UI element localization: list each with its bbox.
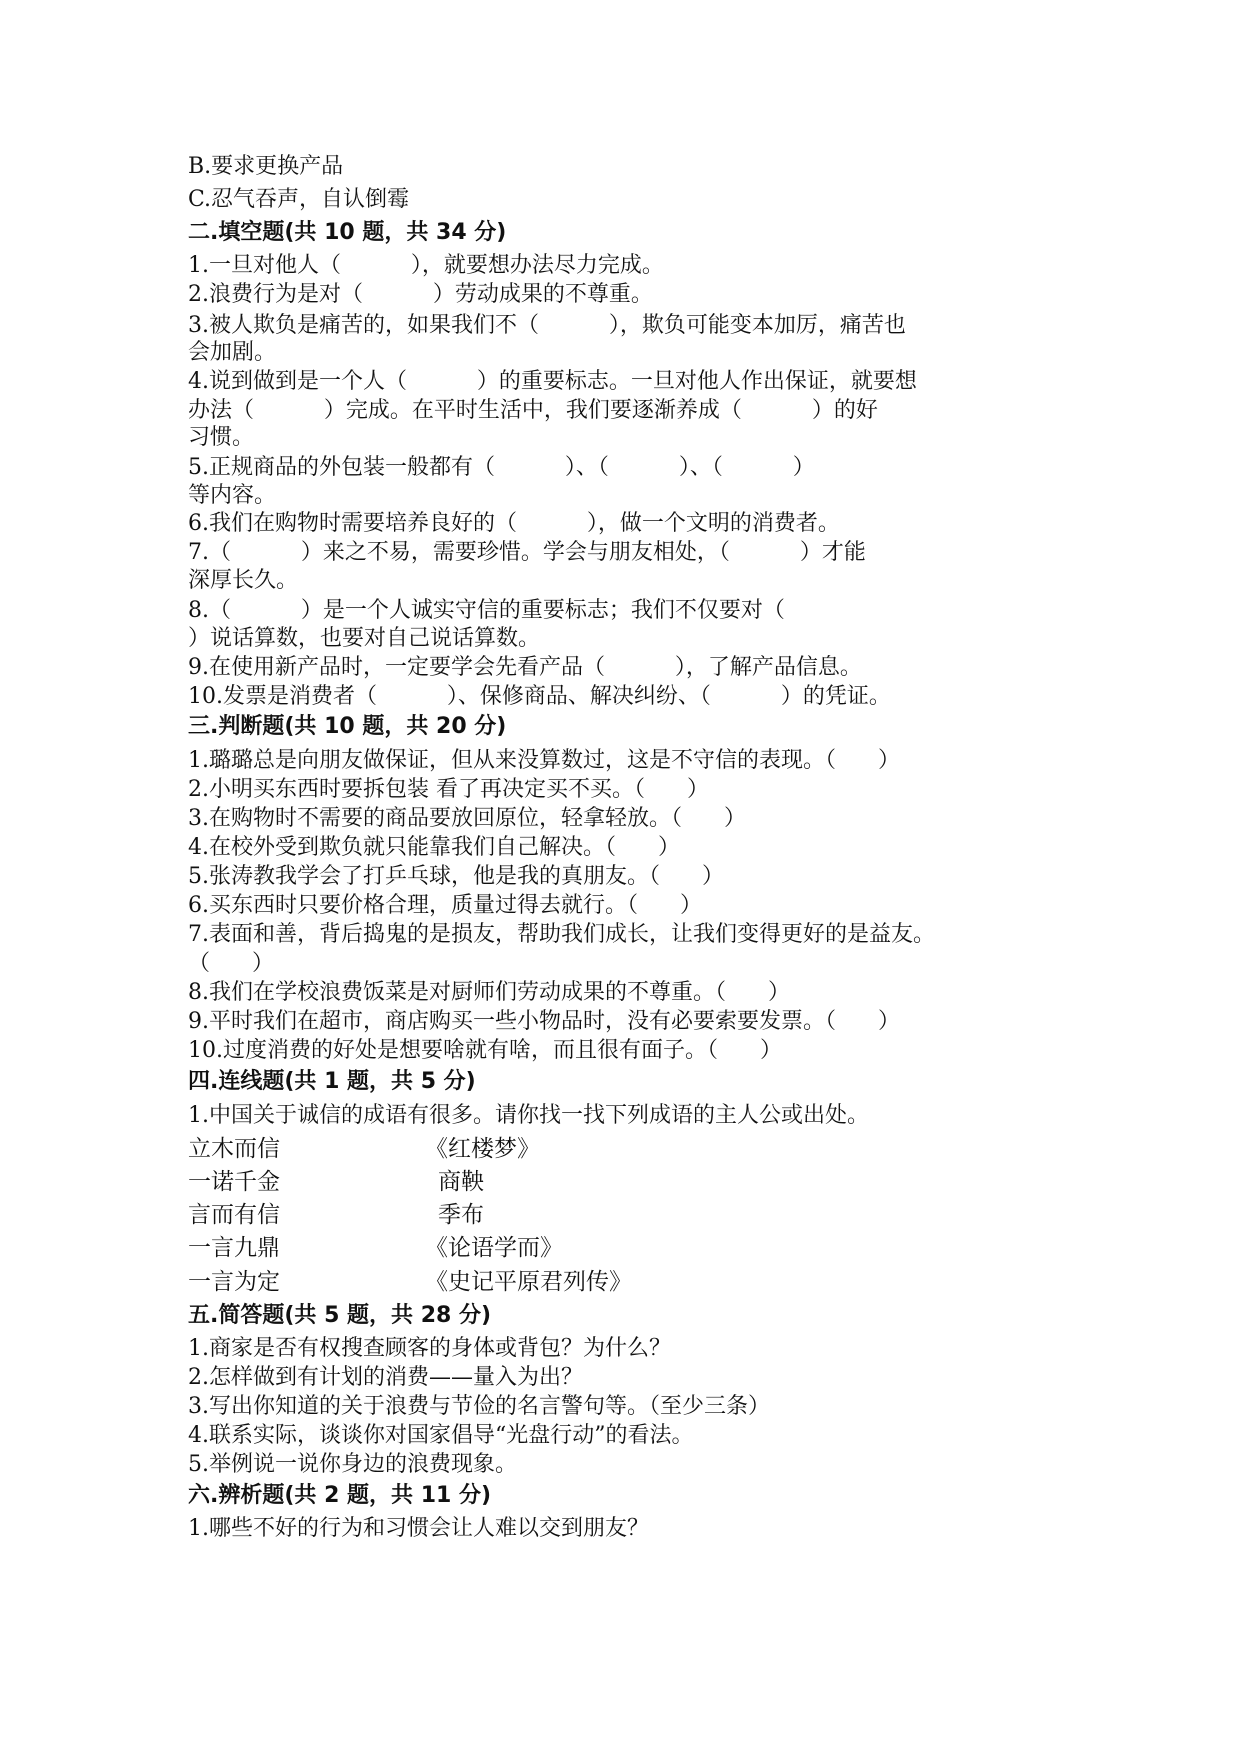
fill-question-line: 8.（ ）是一个人诚实守信的重要标志；我们不仅要对（ <box>188 598 785 623</box>
fill-question-line: 4.说到做到是一个人（ ）的重要标志。一旦对他人作出保证，就要想 <box>188 369 917 394</box>
short-answer-question: 5.举例说一说你身边的浪费现象。 <box>188 1452 517 1477</box>
section-5-heading: 五.简答题(共 5 题，共 28 分) <box>188 1303 492 1328</box>
fill-question-line: 1.一旦对他人（ ），就要想办法尽力完成。 <box>188 253 664 278</box>
matching-left-item: 一诺千金 <box>188 1169 280 1195</box>
fill-question-line: 7.（ ）来之不易，需要珍惜。学会与朋友相处，（ ）才能 <box>188 540 866 565</box>
fill-question-line: 习惯。 <box>188 425 255 450</box>
analysis-question: 1.哪些不好的行为和习惯会让人难以交到朋友？ <box>188 1516 649 1541</box>
fill-question-line: 6.我们在购物时需要培养良好的（ ），做一个文明的消费者。 <box>188 511 840 536</box>
short-answer-question: 4.联系实际，谈谈你对国家倡导“光盘行动”的看法。 <box>188 1423 694 1448</box>
short-answer-question: 2.怎样做到有计划的消费——量入为出？ <box>188 1365 583 1390</box>
fill-question-line: 3.被人欺负是痛苦的，如果我们不（ ），欺负可能变本加厉，痛苦也 <box>188 313 906 338</box>
matching-left-item: 言而有信 <box>188 1202 280 1228</box>
judge-question-line: 8.我们在学校浪费饭菜是对厨师们劳动成果的不尊重。（ ） <box>188 980 790 1005</box>
fill-question-line: 等内容。 <box>188 483 277 508</box>
fill-question-line: 深厚长久。 <box>188 568 299 593</box>
matching-question: 1.中国关于诚信的成语有很多。请你找一找下列成语的主人公或出处。 <box>188 1103 869 1128</box>
matching-left-item: 一言为定 <box>188 1269 280 1295</box>
judge-question-line: 3.在购物时不需要的商品要放回原位，轻拿轻放。（ ） <box>188 806 746 831</box>
matching-left-item: 一言九鼎 <box>188 1235 280 1261</box>
fill-question-line: 9.在使用新产品时，一定要学会先看产品（ ），了解产品信息。 <box>188 655 862 680</box>
judge-question-line: （ ） <box>188 951 274 976</box>
judge-question-line: 2.小明买东西时要拆包装 看了再决定买不买。（ ） <box>188 777 709 802</box>
judge-question-line: 5.张涛教我学会了打乒乓球，他是我的真朋友。（ ） <box>188 864 724 889</box>
section-2-heading: 二.填空题(共 10 题，共 34 分) <box>188 220 507 245</box>
matching-right-item: 季布 <box>438 1202 484 1228</box>
judge-question-line: 6.买东西时只要价格合理，质量过得去就行。（ ） <box>188 893 702 918</box>
judge-question-line: 9.平时我们在超市，商店购买一些小物品时，没有必要索要发票。（ ） <box>188 1009 900 1034</box>
fill-question-line: ）说话算数，也要对自己说话算数。 <box>188 626 541 651</box>
judge-question-line: 4.在校外受到欺负就只能靠我们自己解决。（ ） <box>188 835 680 860</box>
matching-right-item: 《红楼梦》 <box>425 1136 540 1162</box>
matching-right-item: 《论语学而》 <box>425 1235 563 1261</box>
section-6-heading: 六.辨析题(共 2 题，共 11 分) <box>188 1483 492 1508</box>
short-answer-question: 3.写出你知道的关于浪费与节俭的名言警句等。（至少三条） <box>188 1394 770 1419</box>
fill-question-line: 2.浪费行为是对（ ）劳动成果的不尊重。 <box>188 282 653 307</box>
matching-right-item: 《史记平原君列传》 <box>425 1269 632 1295</box>
matching-right-item: 商鞅 <box>438 1169 484 1195</box>
choice-option-c: C.忍气吞声，自认倒霉 <box>188 187 410 212</box>
judge-question-line: 1.璐璐总是向朋友做保证，但从来没算数过，这是不守信的表现。（ ） <box>188 748 900 773</box>
section-4-heading: 四.连线题(共 1 题，共 5 分) <box>188 1069 476 1094</box>
judge-question-line: 10.过度消费的好处是想要啥就有啥，而且很有面子。（ ） <box>188 1038 782 1063</box>
fill-question-line: 办法（ ）完成。在平时生活中，我们要逐渐养成（ ）的好 <box>188 398 878 423</box>
fill-question-line: 5.正规商品的外包装一般都有（ ）、（ ）、（ ） <box>188 455 815 480</box>
choice-option-b: B.要求更换产品 <box>188 154 344 179</box>
fill-question-line: 会加剧。 <box>188 340 277 365</box>
matching-left-item: 立木而信 <box>188 1136 280 1162</box>
judge-question-line: 7.表面和善，背后捣鬼的是损友，帮助我们成长，让我们变得更好的是益友。 <box>188 922 935 947</box>
fill-question-line: 10.发票是消费者（ ）、保修商品、解决纠纷、（ ）的凭证。 <box>188 684 891 709</box>
short-answer-question: 1.商家是否有权搜查顾客的身体或背包？为什么？ <box>188 1336 671 1361</box>
section-3-heading: 三.判断题(共 10 题，共 20 分) <box>188 714 507 739</box>
